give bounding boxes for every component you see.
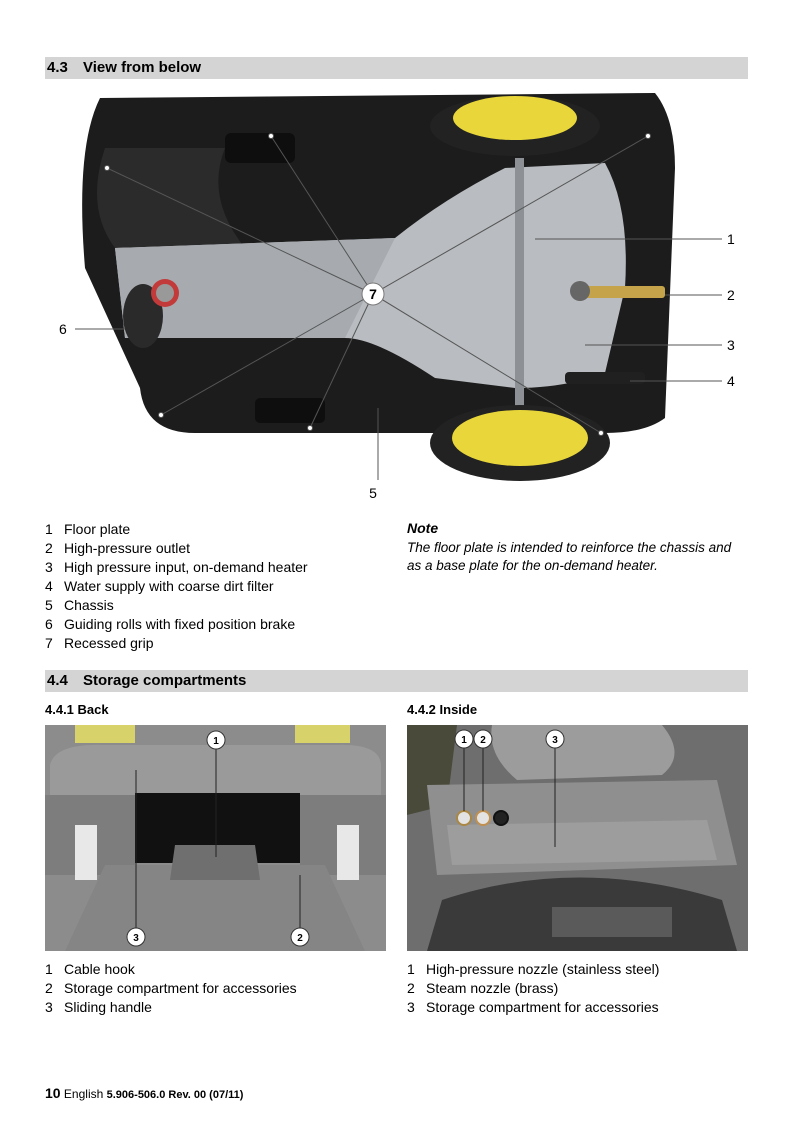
legend-item: 5 Chassis — [45, 597, 114, 613]
legend-item: 2 Steam nozzle (brass) — [407, 980, 559, 996]
legend-4-4-2 — [407, 960, 659, 1017]
badge-1: 1 — [213, 736, 219, 747]
note-text: The floor plate is intended to reinforce the chassis and as a base plate for the on-demand heater. — [407, 540, 732, 573]
footer-document-code: 5.906-506.0 Rev. 00 (07/11) — [106, 1089, 244, 1101]
legend-item: 1 Floor plate — [45, 521, 131, 537]
section-title: View from below — [83, 59, 202, 76]
legend-item: 3 Storage compartment for accessories — [407, 999, 659, 1015]
legend-item: 3 Sliding handle — [45, 999, 152, 1015]
callout-2: 2 — [727, 287, 735, 303]
legend-item: 4 Water supply with coarse dirt filter — [45, 578, 274, 594]
subsection-title-inside: 4.4.2 Inside — [407, 702, 478, 717]
page-footer — [45, 1085, 243, 1101]
section-number: 4.3 — [47, 59, 68, 76]
legend-4-3 — [45, 520, 308, 653]
callout-3: 3 — [727, 337, 735, 353]
legend-item: 6 Guiding rolls with fixed position brake — [45, 616, 296, 632]
subsection-title-back: 4.4.1 Back — [45, 702, 109, 717]
legend-item: 7 Recessed grip — [45, 635, 154, 651]
badge-2: 2 — [480, 735, 486, 746]
legend-item: 2 Storage compartment for accessories — [45, 980, 297, 996]
badge-3: 3 — [133, 933, 139, 944]
legend-4-4-1 — [45, 960, 297, 1017]
section-header-4-3 — [45, 57, 748, 79]
badge-3: 3 — [552, 735, 558, 746]
section-title: Storage compartments — [83, 672, 247, 689]
photo-inside — [407, 725, 748, 951]
footer-language: English — [63, 1087, 104, 1101]
legend-item: 1 High-pressure nozzle (stainless steel) — [407, 961, 660, 977]
callout-5: 5 — [369, 485, 377, 501]
photo-view-from-below — [45, 88, 748, 512]
section-number: 4.4 — [47, 672, 68, 689]
note-title: Note — [407, 520, 439, 536]
callout-6: 6 — [59, 321, 67, 337]
badge-1: 1 — [461, 735, 467, 746]
callout-1: 1 — [727, 231, 735, 247]
legend-item: 2 High-pressure outlet — [45, 540, 191, 556]
badge-2: 2 — [297, 933, 303, 944]
page-number: 10 — [45, 1085, 61, 1101]
legend-item: 3 High pressure input, on-demand heater — [45, 559, 308, 575]
legend-item: 1 Cable hook — [45, 961, 135, 977]
callout-4: 4 — [727, 373, 735, 389]
photo-back — [45, 725, 386, 951]
callout-7: 7 — [369, 286, 377, 302]
section-header-4-4 — [45, 670, 748, 692]
